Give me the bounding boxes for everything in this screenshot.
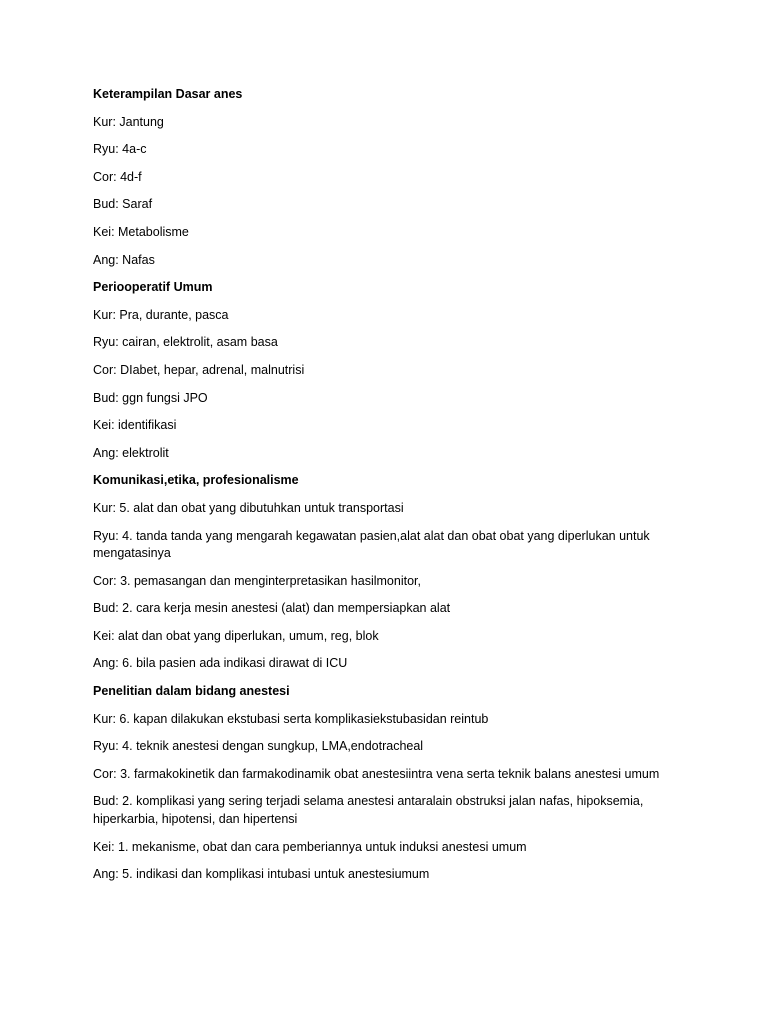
list-item: Cor: DIabet, hepar, adrenal, malnutrisi [93,362,305,377]
list-item: Ryu: 4. teknik anestesi dengan sungkup, LMA,endotracheal [93,739,424,754]
list-item: Bud: 2. cara kerja mesin anestesi (alat) dan mempersiapkan alat [93,601,451,616]
list-item: Kei: identifikasi [93,418,177,433]
list-item: Bud: ggn fungsi JPO [93,390,208,405]
section-heading: Komunikasi,etika, profesionalisme [93,473,299,488]
list-item: Kur: 5. alat dan obat yang dibutuhkan untuk transportasi [93,500,404,515]
list-item: Ang: 6. bila pasien ada indikasi dirawat di ICU [93,656,348,671]
list-item: Kei: alat dan obat yang diperlukan, umum, reg, blok [93,628,379,643]
section-periooperatif-umum [93,279,683,462]
document-page [93,86,683,894]
list-item: Ryu: 4a-c [93,142,147,157]
list-item: Ang: Nafas [93,252,155,267]
section-heading: Penelitian dalam bidang anestesi [93,684,290,699]
list-item: Cor: 4d-f [93,169,142,184]
list-item: Ryu: cairan, elektrolit, asam basa [93,335,278,350]
section-heading: Periooperatif Umum [93,280,213,295]
section-penelitian-anestesi [93,683,683,884]
list-item: Kur: Jantung [93,114,164,129]
list-item: Kei: 1. mekanisme, obat dan cara pemberiannya untuk induksi anestesi umum [93,839,527,854]
section-keterampilan-dasar [93,86,683,269]
list-item: Kur: 6. kapan dilakukan ekstubasi serta komplikasiekstubasidan reintub [93,711,489,726]
list-item: Bud: Saraf [93,197,153,212]
list-item: Kur: Pra, durante, pasca [93,307,229,322]
list-item: Ang: 5. indikasi dan komplikasi intubasi untuk anestesiumum [93,867,430,882]
list-item: Kei: Metabolisme [93,224,189,239]
list-item: Cor: 3. pemasangan dan menginterpretasikan hasilmonitor, [93,573,421,588]
section-heading: Keterampilan Dasar anes [93,87,243,101]
list-item: Ang: elektrolit [93,445,169,460]
list-item: Ryu: 4. tanda tanda yang mengarah kegawatan pasien,alat alat dan obat obat yang diperlukan untuk mengatasinya [93,528,650,561]
section-komunikasi-etika [93,472,683,673]
list-item: Cor: 3. farmakokinetik dan farmakodinamik obat anestesiintra vena serta teknik balans anestesi umum [93,766,660,781]
list-item: Bud: 2. komplikasi yang sering terjadi selama anestesi antaralain obstruksi jalan nafas, hipoksemia, hiperkarbia, hipotensi, dan hipertensi [93,794,644,827]
